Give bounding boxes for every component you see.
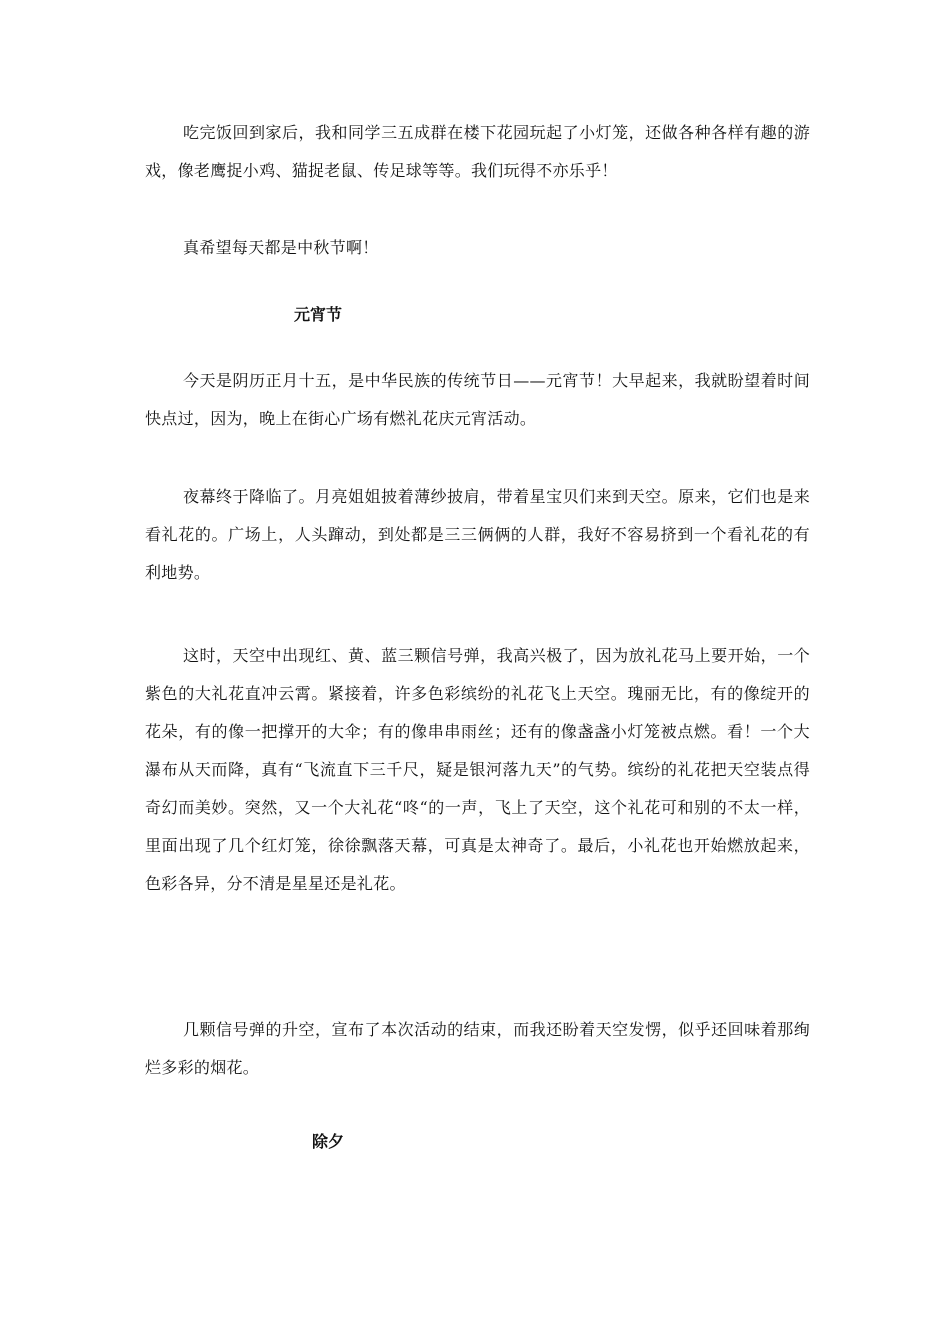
heading-lantern-festival: 元宵节 — [294, 305, 343, 324]
paragraph-lantern-evening: 夜幕终于降临了。月亮姐姐披着薄纱披肩，带着星宝贝们来到天空。原来，它们也是来看礼花的。广场上，人头蹿动，到处都是三三俩俩的人群，我好不容易挤到一个看礼花的有利地势。 — [145, 487, 810, 582]
paragraph-lantern-morning: 今天是阴历正月十五，是中华民族的传统节日——元宵节！大早起来，我就盼望着时间快点过，因为，晚上在街心广场有燃礼花庆元宵活动。 — [145, 371, 810, 428]
paragraph-mid-autumn-wish: 真希望每天都是中秋节啊！ — [183, 238, 379, 257]
paragraph-fireworks-end: 几颗信号弹的升空，宣布了本次活动的结束，而我还盼着天空发愣，似乎还回味着那绚烂多彩的烟花。 — [145, 1020, 810, 1077]
paragraph-mid-autumn-games: 吃完饭回到家后，我和同学三五成群在楼下花园玩起了小灯笼，还做各种各样有趣的游戏，像老鹰捉小鸡、猫捉老鼠、传足球等等。我们玩得不亦乐乎！ — [145, 123, 810, 180]
paragraph-fireworks: 这时，天空中出现红、黄、蓝三颗信号弹，我高兴极了，因为放礼花马上要开始，一个紫色的大礼花直冲云霄。紧接着，许多色彩缤纷的礼花飞上天空。瑰丽无比，有的像绽开的花朵，有的像一把撑开的大伞；有的像串串雨丝；还有的像盏盏小灯笼被点燃。看！一个大瀑布从天而降，真有“飞流直下三千尺，疑是银河落九天”的气势。缤纷的礼花把天空装点得奇幻而美妙。突然，又一个大礼花“咚“的一声，飞上了天空，这个礼花可和别的不太一样，里面出现了几个红灯笼，徐徐飘落天幕，可真是太神奇了。最后，小礼花也开始燃放起来，色彩各异，分不清是星星还是礼花。 — [145, 646, 810, 893]
heading-new-years-eve: 除夕 — [312, 1132, 345, 1151]
